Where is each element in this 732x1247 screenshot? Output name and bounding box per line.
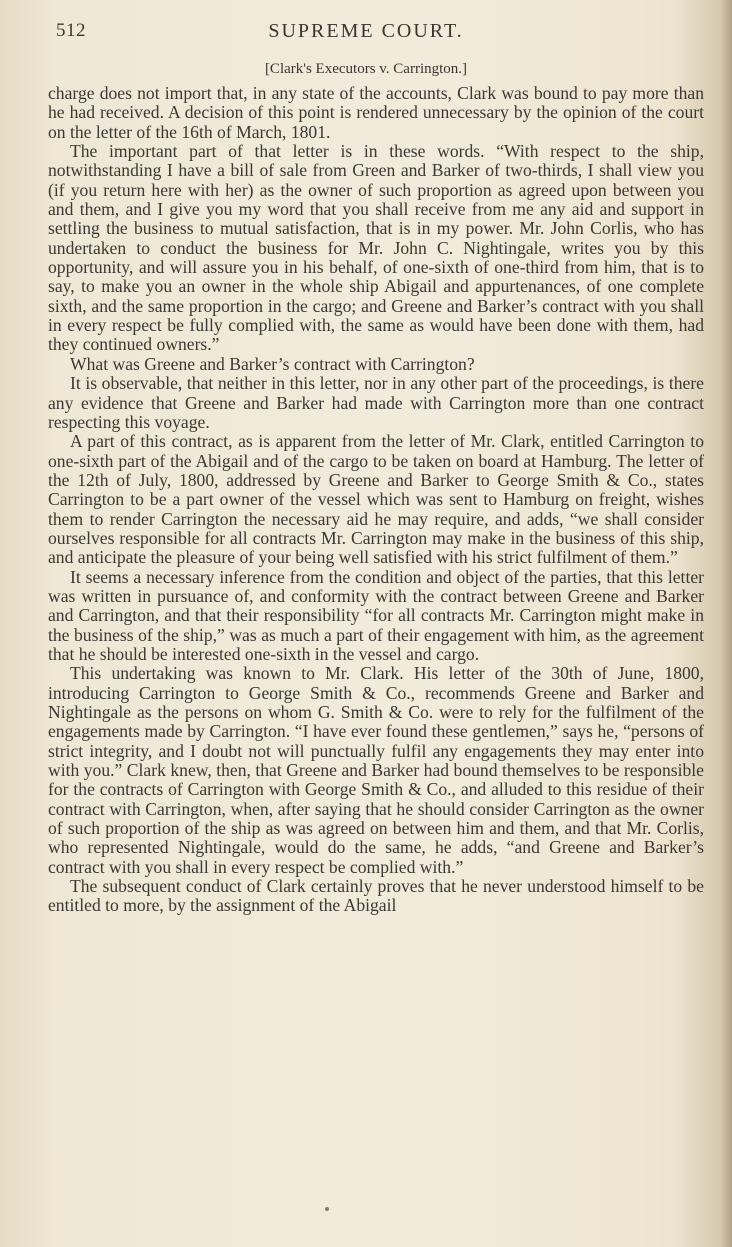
paragraph: It seems a necessary inference from the condition and object of the parties, that this letter was written in pursuance of, and conformity with the contract between Greene and Barker and Carrington, and that their responsibility “for all contracts Mr. Carrington might make in the business of the ship,” was as much a part of their engagement with him, as the agreement that he should be interested one-sixth in the vessel and cargo. — [48, 566, 704, 664]
page-number: 512 — [56, 20, 86, 41]
page-speck — [325, 1207, 329, 1211]
page-edge-shadow — [720, 0, 732, 1247]
paragraph: It is observable, that neither in this letter, nor in any other part of the proceedings, is there any evidence that Greene and Barker had made with Carrington more than one contract respecting this voyage. — [48, 373, 704, 432]
case-reference: [Clark's Executors v. Carrington.] — [264, 61, 468, 77]
paragraph: The important part of that letter is in these words. “With respect to the ship, notwithstanding I have a bill of sale from Green and Barker of two-thirds, I shall view you (if you return here with her) as the owner of such proportion as agreed upon between you and them, and I give you my word that you shall receive from me any aid and support in settling the business to mutual satisfaction, that is in my power. Mr. John Corlis, who has undertaken to conduct the business for Mr. John C. Nightingale, writes you by this opportunity, and will assure you in his behalf, of one-sixth of one-third from him, that is to say, to make you an owner in the whole ship Abigail and appurtenances, of one complete sixth, and the same proportion in the cargo; and Greene and Barker’s contract with you shall in every respect be fully complied with, the same as would have been done with them, had they continued owners.” — [48, 141, 704, 355]
paragraph: charge does not import that, in any state of the accounts, Clark was bound to pay more than he had received. A decision of this point is rendered unnecessary by the opinion of the court on the letter of the 16th of March, 1801. — [48, 83, 704, 142]
paragraph: What was Greene and Barker’s contract with Carrington? — [70, 353, 475, 374]
running-title: SUPREME COURT. — [268, 20, 464, 42]
page-header — [56, 20, 676, 50]
paragraph: A part of this contract, as is apparent from the letter of Mr. Clark, entitled Carrington to one-sixth part of the Abigail and of the cargo to be taken on board at Hamburg. The letter of the 12th of July, 1800, addressed by Greene and Barker to George Smith & Co., states Carrington to be a part owner of the vessel which was sent to Hamburg on freight, wishes them to render Carrington the necessary aid he may require, and adds, “we shall consider ourselves responsible for all contracts Mr. Carrington may make in the business of this ship, and anticipate the pleasure of your being well satisfied with his strict fulfilment of them.” — [48, 431, 704, 568]
paragraph: This undertaking was known to Mr. Clark. His letter of the 30th of June, 1800, introducing Carrington to George Smith & Co., recommends Greene and Barker and Nightingale as the persons on whom G. Smith & Co. were to rely for the fulfilment of the engagements made by Carrington. “I have ever found these gentlemen,” says he, “persons of strict integrity, and I doubt not will punctually fulfil any engagements they may enter into with you.” Clark knew, then, that Greene and Barker had bound themselves to be responsible for the contracts of Carrington with George Smith & Co., and alluded to this residue of their contract with Carrington, when, after saying that he should consider Carrington as the owner of such proportion of the ship as was agreed on between him and them, and that Mr. Corlis, who represented Nightingale, would do the same, he adds, “and Greene and Barker’s contract with you shall in every respect be complied with.” — [48, 663, 704, 877]
paragraph: The subsequent conduct of Clark certainly proves that he never understood himself to be entitled to more, by the assignment of the Abigail — [48, 876, 704, 916]
body-text — [48, 84, 704, 916]
